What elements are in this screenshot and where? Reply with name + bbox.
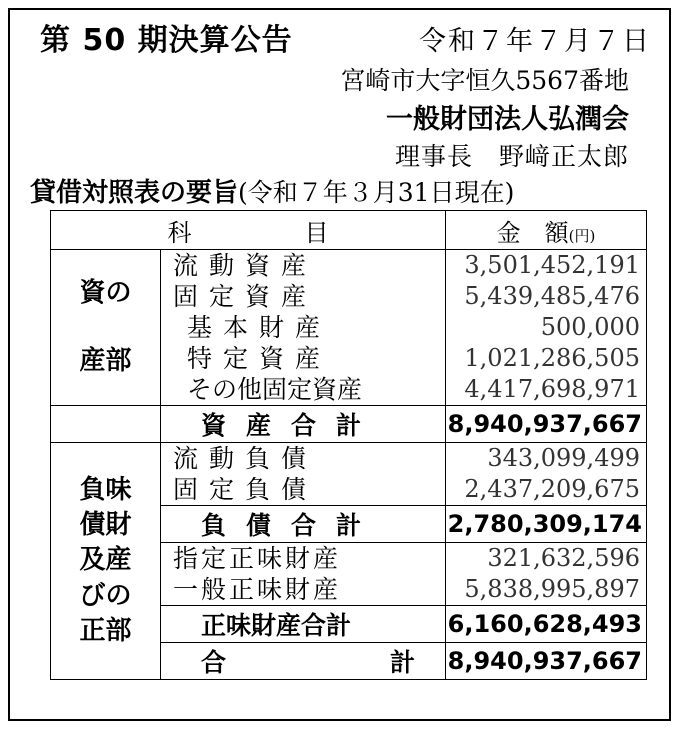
amount-header (446, 211, 647, 250)
balance-sheet-notice (8, 8, 671, 721)
asset-item-label: その他固定資産 (187, 375, 363, 404)
balance-sheet-table (50, 210, 647, 680)
liability-item-amount: 2,437,209,675 (464, 475, 640, 503)
notice-title: 第 50 期決算公告 (40, 23, 293, 58)
net-asset-item-amount: 321,632,596 (487, 544, 640, 572)
organization-name: 一般財団法人弘潤会 (386, 104, 629, 135)
net-assets-total-label: 正味財産合計 (201, 611, 352, 640)
grand-total-label-2: 計 (389, 648, 415, 677)
subject-header-2: 目 (304, 218, 329, 247)
table-row (51, 250, 647, 282)
subtitle-date: (令和７年３月31日現在) (238, 178, 515, 207)
amount-header-label: 金 額 (496, 218, 569, 247)
assets-total-label: 資産合計 (201, 411, 382, 440)
net-assets-total-amount: 6,160,628,493 (447, 610, 642, 638)
liability-item-label: 流動負債 (173, 444, 318, 473)
subtitle-text: 貸借対照表の要旨 (30, 178, 239, 208)
table-header-row (51, 211, 647, 250)
category-line: 債財 (79, 510, 132, 541)
assets-total-amount: 8,940,937,667 (447, 410, 642, 438)
subject-header-1: 科 (167, 218, 192, 247)
assets-category-line-1: 資の (79, 277, 132, 308)
asset-item-amount: 1,021,286,505 (464, 344, 640, 372)
asset-item-amount: 500,000 (540, 313, 640, 341)
category-line: びの (79, 580, 132, 611)
asset-item-label: 基本財産 (187, 313, 332, 342)
net-asset-item-label: 指定正味財産 (173, 544, 342, 573)
liabilities-total-label: 負債合計 (201, 511, 382, 540)
assets-total-row (51, 406, 647, 443)
assets-category (51, 250, 161, 406)
amount-unit: (円) (568, 226, 596, 245)
grand-total-label (161, 643, 445, 679)
subject-header (51, 211, 446, 250)
category-line: 正部 (79, 615, 132, 646)
asset-item-amount: 5,439,485,476 (464, 282, 640, 310)
liability-item-amount: 343,099,499 (487, 444, 640, 472)
category-line: 及産 (79, 545, 132, 576)
assets-category-line-2: 産部 (79, 345, 132, 376)
table-row (51, 443, 647, 475)
asset-item-amount: 3,501,452,191 (464, 251, 640, 279)
grand-total-label-1: 合 (201, 648, 227, 677)
grand-total-amount: 8,940,937,667 (447, 647, 642, 675)
liability-item-label: 固定負債 (173, 475, 318, 504)
liabilities-net-assets-category (51, 443, 161, 680)
liabilities-total-amount: 2,780,309,174 (447, 510, 642, 538)
net-asset-item-amount: 5,838,995,897 (464, 575, 640, 603)
notice-date: 令和７年７月７日 (419, 26, 651, 57)
organization-address: 宮崎市大字恒久5567番地 (340, 66, 629, 95)
representative-name: 理事長 野﨑正太郎 (394, 142, 629, 171)
asset-item-amount: 4,417,698,971 (464, 375, 640, 403)
asset-item-label: 固定資産 (173, 282, 318, 311)
asset-item-label: 特定資産 (187, 344, 332, 373)
asset-item-label: 流動資産 (173, 251, 318, 280)
net-asset-item-label: 一般正味財産 (173, 575, 342, 604)
balance-sheet-subtitle (30, 180, 514, 206)
category-line: 負味 (79, 475, 132, 506)
